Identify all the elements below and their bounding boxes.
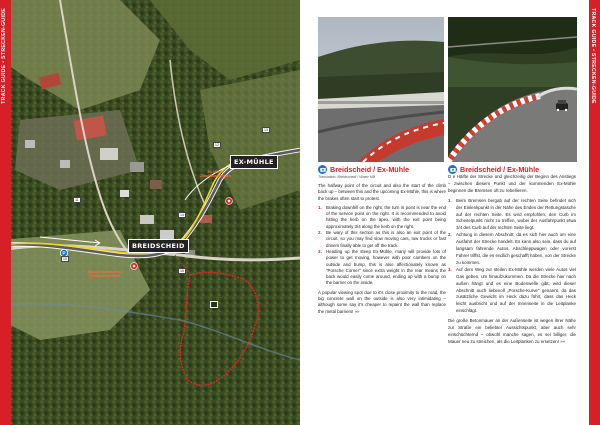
step-number: 1. [318,204,322,210]
section-heading [448,165,576,174]
steps-list [318,205,446,287]
intro-paragraph: The halfway point of the circuit and also the start of the climb back up – between this and the upcoming Ex-Mühle, this is where the brakes often start to protest. [318,183,446,201]
breidscheid-poi-text: Brücke Breidscheid Zuschauerbereich [88,270,122,278]
step-text: Achtung in diesem Abschnitt, da es sich hier auch um eine Ausfahrt der Strecke handelt. Es kann also sein, dass du auf langsam fahrende Autos, Abschleppwagen oder vorerst Fahrer triffst, die es endlich geschafft haben, von der Strecke zu kommen. [456,232,576,265]
track-photo-image [318,17,444,162]
section-heading-text: Breidscheid / Ex-Mühle [330,165,410,174]
km-marker: 15 [180,269,184,273]
step-text: Beim Bremsen bergab auf der rechten Seite befindet sich der Einlenkpunkt in der Nähe des Endes der Rettungstasche auf der rechten Seite. Es wird empfohlen, den Curb im Scheitelpunkt nicht zu treffen, wobei der Ausfahrpunkt etwa 3/4 des Curb auf der rechten Seite liegt. [456,197,576,231]
camera-icon [318,165,327,174]
step-text: Braking downhill on the right, the turn in point is near the end of the service point on the right. It is recommended to avoid hitting the kerb on the apex, with the exit point being approximately 3/4 along the kerb on the right. [326,204,446,229]
german-column [448,165,576,349]
track-photo-image [448,17,577,162]
step-item [318,230,446,249]
english-column [318,165,446,318]
step-number: 2. [318,230,322,236]
side-tab-right [589,0,600,425]
km-marker: 12 [215,143,219,147]
steps-list [448,198,576,315]
ex-muehle-poi-text: Ex-Mühle Zuschauerbereich [200,170,231,178]
outro-paragraph: A popular viewing spot due to it's close proximity to the road, the big concrete wall on the outside is also very intimidating – although some say it's cheaper to repaint the wall than replace the metal barriers! »» [318,289,446,314]
step-number: 1. [448,197,452,203]
track-photo-breidscheid [318,17,444,162]
step-item [448,198,576,233]
camera-icon [448,165,457,174]
photo-point-marker [210,301,218,308]
outro-paragraph: Die große Betonmauer an der Außenseite ist wegen ihrer Nähe zur Straße ein beliebter Aussichtspunkt, aber auch sehr einschüchternd – obwohl manche sagen, es sei billiger, die Mauer neu zu streichen, als die Leitplanken zu ersetzen! »» [448,318,576,344]
step-text: Heading up the steep Ex-Mühle, many will provide lots of power to get moving, however with poor cambers on the outside and bump, this is also affectionately known as "Porsche Corner" since extra weight in the rear means the back would easily come around, ending up with a bump on the barrier on the inside. [326,248,446,286]
section-subheading: Translation: Breidscheid / Water Mill [318,175,376,179]
step-number: 3. [318,248,322,254]
step-number: 3. [448,266,452,272]
map-label-ex-muehle: EX-MÜHLE [230,155,278,169]
section-heading [318,165,446,174]
text-page [300,0,600,425]
side-tab-text: TRACK GUIDE • STRECKEN-GUIDE [590,8,596,104]
km-marker: 10 [63,257,67,261]
step-number: 2. [448,232,452,238]
spectator-pin-icon [225,197,233,205]
step-item [318,205,446,230]
km-marker: 13 [264,128,268,132]
spectator-pin-icon [130,262,138,270]
side-tab-text: TRACK GUIDE • STRECKEN-GUIDE [1,8,7,104]
step-text: Be wary of this section as this is also an exit point of the circuit, so you may find slow moving cars, tow trucks or fast drivers finally able to get off the track. [326,230,446,248]
section-heading-text: Breidscheid / Ex-Mühle [460,165,540,174]
side-tab-left [0,0,11,425]
svg-text:P: P [62,250,66,256]
step-item [318,249,446,287]
km-marker: 11 [75,198,79,202]
track-photo-ex-muehle [448,17,577,162]
map-label-breidscheid: BREIDSCHEID [128,239,189,253]
km-marker: 14 [180,213,184,217]
step-item [448,232,576,267]
step-text: Auf dem Weg zur steilen Ex-Mühle werden viele Autos viel Gas geben, um hinaufzukommen. Da die Strecke hier nach außen hängt und es eine Bodenwelle gibt, wird dieser Abschnitt auch liebevoll „Porsche-Kurve" genannt, da das zusätzliche Gewicht im Heck dazu führt, dass das Heck leicht ausbricht und auf der Innenseite in die Leitplanke einschlägt. [456,266,576,314]
intro-paragraph: D e Hälfte der Strecke und gleichzeitig der Beginn des Anstiegs – zwischen diesem Punkt und der kommenden Ex-Mühle beginnen die Bremsen oft zu rebellieren. [448,174,576,193]
step-item [448,267,576,315]
